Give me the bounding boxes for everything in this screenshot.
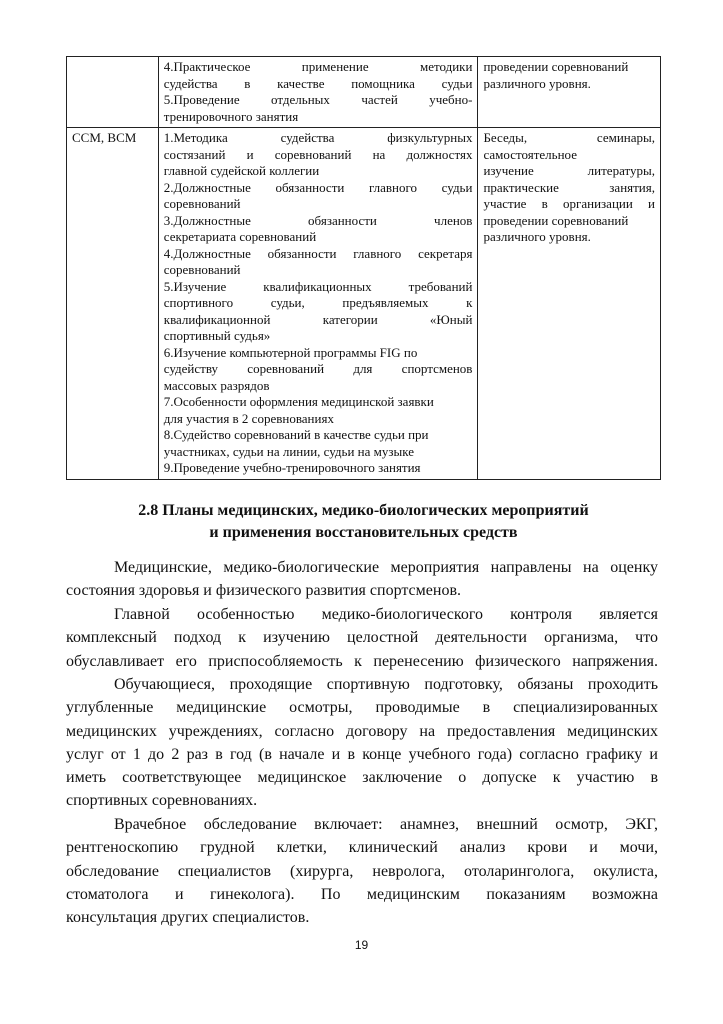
paragraph-line: стоматолога и гинеколога). По медицинским показаниям возможна bbox=[66, 885, 658, 903]
form-line: практические занятия, bbox=[483, 179, 655, 195]
topics-cell bbox=[158, 57, 478, 128]
topic-line: секретариата соревнований bbox=[163, 229, 317, 244]
topics-cell bbox=[158, 128, 478, 480]
topic-line: 5.Проведение отдельных частей учебно- bbox=[163, 92, 473, 107]
paragraph-line: медицинских учреждениях, согласно договору на предоставления медицинских bbox=[66, 722, 658, 740]
forms-cell bbox=[478, 57, 661, 128]
topic-line: спортивного судьи, предъявляемых к bbox=[163, 295, 473, 310]
paragraph-line: углубленные медицинские осмотры, проводимые в специализированных bbox=[66, 699, 658, 717]
form-line: Беседы, семинары, bbox=[483, 130, 655, 145]
form-line: самостоятельное bbox=[483, 146, 577, 162]
section-title-line: 2.8 Планы медицинских, медико-биологических мероприятий bbox=[138, 502, 589, 519]
paragraph-line: обуславливает его приспособляемость к перенесению физического напряжения. bbox=[66, 652, 658, 670]
topic-line: 5.Изучение квалификационных требований bbox=[163, 278, 473, 294]
level-cell: ССМ, ВСМ bbox=[67, 128, 159, 480]
topic-line: для участия в 2 соревнованиях bbox=[163, 410, 334, 426]
form-line: проведении соревнований bbox=[483, 59, 629, 74]
paragraph-2 bbox=[66, 603, 658, 673]
topic-line: 6.Изучение компьютерной программы FIG по bbox=[163, 344, 418, 360]
topic-line: 2.Должностные обязанности главного судьи bbox=[163, 179, 473, 195]
topic-line: главной судейской коллегии bbox=[163, 163, 320, 178]
topic-line: спортивный судья» bbox=[163, 328, 271, 343]
paragraph-line: Главной особенностью медико-биологического контроля является bbox=[114, 606, 658, 623]
table-row bbox=[67, 57, 661, 128]
topic-line: массовых разрядов bbox=[163, 377, 270, 393]
section-heading bbox=[66, 500, 661, 544]
paragraph-line: спортивных соревнованиях. bbox=[66, 792, 258, 810]
topic-line: состязаний и соревнований на должностях bbox=[163, 146, 473, 162]
topic-line: квалификационной категории «Юный bbox=[163, 311, 473, 327]
paragraph-line: комплексный подход к изучению целостной деятельности организма, что bbox=[66, 629, 658, 647]
topic-line: соревнований bbox=[163, 196, 241, 211]
paragraph-line: Медицинские, медико-биологические мероприятия направлены на оценку bbox=[114, 559, 658, 576]
level-cell bbox=[67, 57, 159, 128]
topic-line: 4.Должностные обязанности главного секретаря bbox=[163, 245, 473, 261]
form-line: проведении соревнований bbox=[483, 212, 629, 228]
paragraph-line: Врачебное обследование включает: анамнез, внешний осмотр, ЭКГ, bbox=[114, 816, 658, 833]
paragraph-line: Обучающиеся, проходящие спортивную подготовку, обязаны проходить bbox=[114, 676, 658, 693]
topic-line: 8.Судейство соревнований в качестве судьи при bbox=[163, 427, 429, 442]
topic-line: судейству соревнований для спортсменов bbox=[163, 361, 473, 376]
paragraph-line: состояния здоровья и физического развития спортсменов. bbox=[66, 582, 461, 600]
paragraph-line: услуг от 1 до 2 раз в год (в начале и в конце учебного года) согласно графику и bbox=[66, 745, 658, 763]
topic-line: 1.Методика судейства физкультурных bbox=[163, 130, 473, 145]
topic-line: тренировочного занятия bbox=[163, 108, 299, 124]
paragraph-3 bbox=[66, 673, 658, 813]
topic-line: судейства в качестве помощника судьи bbox=[163, 75, 473, 91]
form-line: различного уровня. bbox=[483, 229, 591, 244]
section-title-line: и применения восстановительных средств bbox=[209, 524, 518, 541]
topic-line: участниках, судьи на линии, судьи на музыке bbox=[163, 443, 415, 459]
topic-line: 7.Особенности оформления медицинской заявки bbox=[163, 394, 434, 409]
table-row bbox=[67, 128, 661, 480]
form-line: участие в организации и bbox=[483, 196, 655, 211]
paragraph-1 bbox=[66, 556, 658, 603]
topic-line: 4.Практическое применение методики bbox=[163, 59, 473, 74]
forms-cell bbox=[478, 128, 661, 480]
topic-line: 9.Проведение учебно-тренировочного занятия bbox=[163, 460, 421, 475]
paragraph-line: обследование специалистов (хирурга, невролога, отоларинголога, окулиста, bbox=[66, 862, 658, 880]
topic-line: соревнований bbox=[163, 262, 241, 277]
training-plan-table bbox=[66, 56, 661, 480]
page-number: 19 bbox=[354, 938, 369, 952]
form-line: изучение литературы, bbox=[483, 163, 655, 178]
paragraph-4 bbox=[66, 813, 658, 929]
form-line: различного уровня. bbox=[483, 75, 591, 91]
paragraph-line: рентгеноскопию грудной клетки, клинический анализ крови и мочи, bbox=[66, 839, 658, 857]
paragraph-line: иметь соответствующее медицинское заключение о допуске к участию в bbox=[66, 769, 658, 787]
topic-line: 3.Должностные обязанности членов bbox=[163, 212, 473, 228]
paragraph-line: консультация других специалистов. bbox=[66, 909, 310, 927]
